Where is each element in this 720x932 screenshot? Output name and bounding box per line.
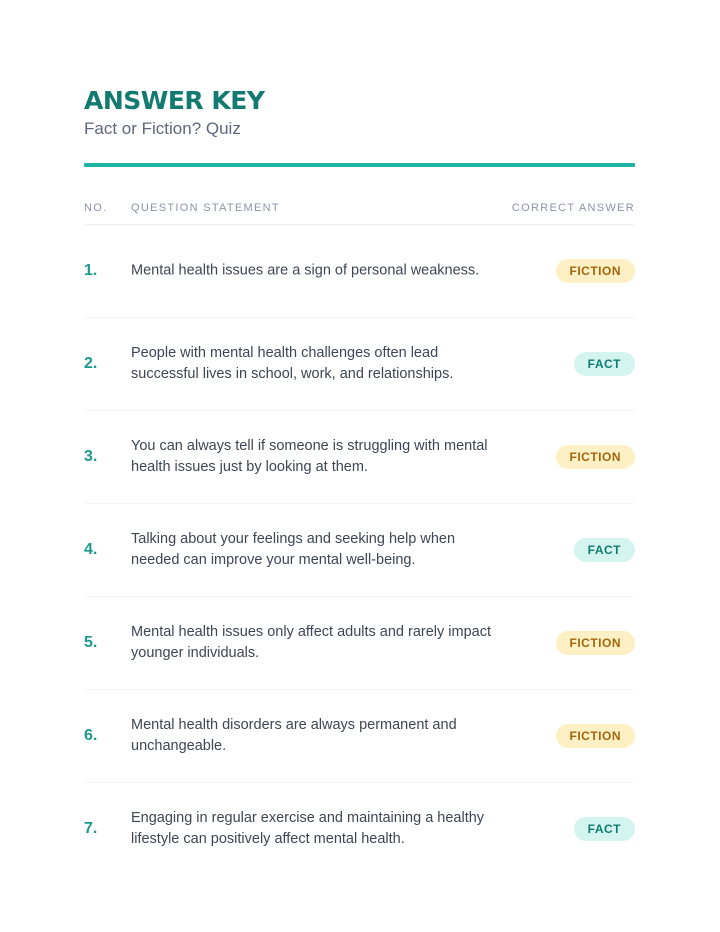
page-subtitle: Fact or Fiction? Quiz bbox=[84, 119, 241, 138]
answer-badge: FICTION bbox=[556, 631, 636, 655]
question-number: 3. bbox=[84, 448, 98, 465]
question-number: 4. bbox=[84, 541, 98, 558]
question-statement: Talking about your feelings and seeking help when needed can improve your mental well-being. bbox=[131, 531, 456, 568]
table-row bbox=[84, 504, 635, 597]
answer-badge: FACT bbox=[574, 352, 635, 376]
title-divider bbox=[84, 163, 635, 167]
table-row bbox=[84, 318, 635, 411]
question-statement: Mental health issues only affect adults and rarely impact younger individuals. bbox=[131, 624, 492, 661]
answer-badge: FICTION bbox=[556, 724, 636, 748]
table-row bbox=[84, 411, 635, 504]
table-row bbox=[84, 225, 635, 318]
table-row bbox=[84, 690, 635, 783]
table-row bbox=[84, 783, 635, 875]
table-row bbox=[84, 597, 635, 690]
answer-badge: FACT bbox=[574, 538, 635, 562]
answer-badge: FICTION bbox=[556, 445, 636, 469]
answer-key-content bbox=[84, 86, 635, 875]
column-header-answer: CORRECT ANSWER bbox=[511, 202, 635, 214]
question-statement: Engaging in regular exercise and maintaining a healthy lifestyle can positively affect mental health. bbox=[131, 810, 485, 847]
answer-badge: FACT bbox=[574, 817, 635, 841]
table-header bbox=[84, 200, 635, 225]
question-statement: Mental health issues are a sign of personal weakness. bbox=[131, 262, 480, 279]
question-statement: You can always tell if someone is struggling with mental health issues just by looking at them. bbox=[131, 438, 488, 475]
question-number: 6. bbox=[84, 727, 98, 744]
question-number: 7. bbox=[84, 820, 98, 837]
column-header-question: QUESTION STATEMENT bbox=[131, 202, 280, 214]
question-statement: Mental health disorders are always permanent and unchangeable. bbox=[131, 717, 457, 754]
question-statement: People with mental health challenges often lead successful lives in school, work, and relationships. bbox=[131, 345, 454, 382]
question-number: 1. bbox=[84, 262, 98, 279]
answer-badge: FICTION bbox=[556, 259, 636, 283]
answer-rows bbox=[84, 225, 635, 875]
column-header-no: NO. bbox=[84, 202, 108, 214]
question-number: 5. bbox=[84, 634, 98, 651]
page-title: ANSWER KEY bbox=[84, 86, 265, 115]
question-number: 2. bbox=[84, 355, 98, 372]
